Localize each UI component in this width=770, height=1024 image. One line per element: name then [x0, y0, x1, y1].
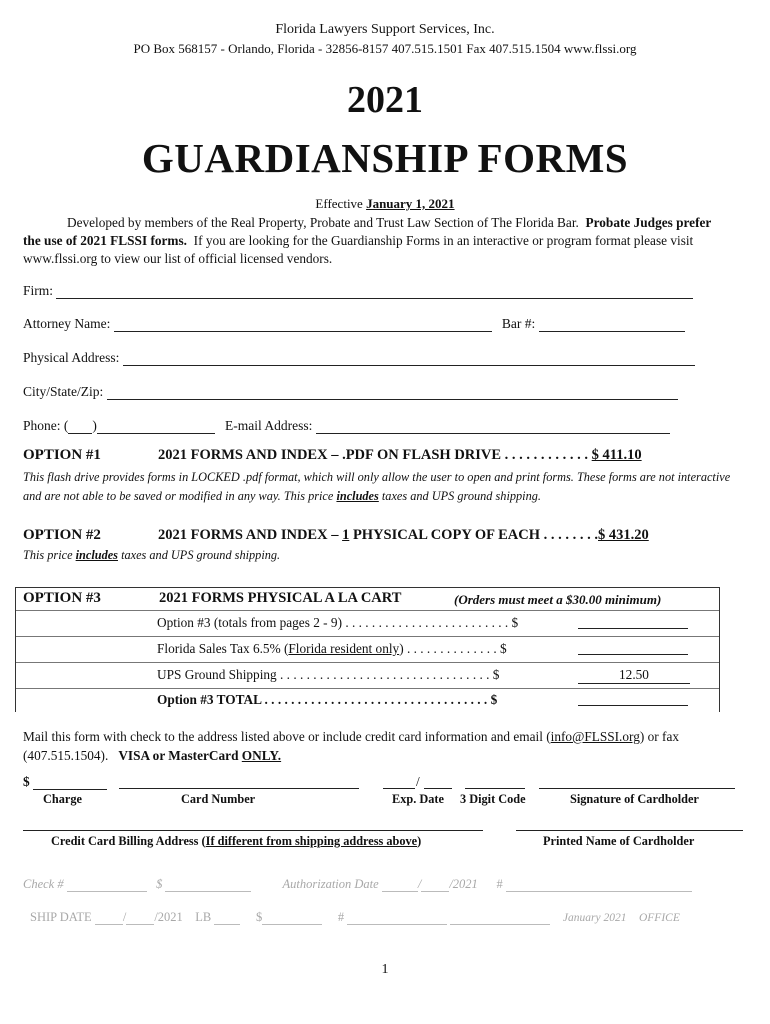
- office-auth-day[interactable]: [421, 879, 449, 892]
- page-number: 1: [381, 962, 389, 977]
- office-check-input[interactable]: [67, 879, 147, 892]
- ship-tracking-input-2[interactable]: [450, 912, 550, 925]
- address-input[interactable]: [123, 353, 695, 366]
- billing-address-input[interactable]: [23, 818, 483, 831]
- cvv-label: 3 Digit Code: [460, 792, 526, 806]
- option1-desc-includes: includes: [336, 489, 379, 503]
- attorney-input[interactable]: [114, 319, 492, 332]
- office-ship-row: SHIP DATE / /2021 LB $ # January 2021 OFFICE: [30, 910, 680, 924]
- office-auth-year: /2021: [449, 877, 478, 891]
- option2-desc-1: This price: [23, 548, 73, 562]
- signature-input[interactable]: [539, 776, 735, 789]
- option1-desc-2: taxes and UPS ground shipping.: [381, 489, 541, 503]
- city-field: [23, 384, 678, 400]
- email-label: E-mail Address:: [225, 418, 313, 433]
- exp-month-input[interactable]: [383, 776, 415, 789]
- option2-desc-2: taxes and UPS ground shipping.: [121, 548, 281, 562]
- mail-email-link[interactable]: info@FLSSI.org: [550, 729, 640, 744]
- office-label: OFFICE: [638, 912, 680, 924]
- option1-label: OPTION #1: [23, 447, 101, 463]
- charge-dollar: $: [23, 774, 30, 789]
- mail-text-1: Mail this form with check to the address listed above or include credit card information and email (: [23, 729, 551, 744]
- phone-input[interactable]: [97, 421, 215, 434]
- ship-dollar: $: [256, 910, 263, 924]
- option1-title: [158, 447, 642, 464]
- lb-input[interactable]: [214, 912, 240, 925]
- city-label: City/State/Zip:: [23, 384, 104, 399]
- bar-label: Bar #:: [501, 316, 536, 331]
- firm-input[interactable]: [56, 286, 693, 299]
- office-january: January 2021: [562, 912, 627, 924]
- printed-name-label: Printed Name of Cardholder: [543, 834, 695, 848]
- ship-year: /2021: [154, 910, 183, 924]
- total-label: Option #3 TOTAL . . . . . . . . . . . . . . . . . . . . . . . . . . . . . . . . . . $: [157, 692, 498, 707]
- option2-desc: [23, 548, 280, 563]
- option2-label: OPTION #2: [23, 527, 101, 543]
- charge-field: [23, 774, 107, 790]
- area-code-input[interactable]: [68, 421, 92, 434]
- mail-cards-only: ONLY.: [241, 748, 282, 763]
- mail-paragraph: [23, 727, 749, 765]
- ship-hash: #: [337, 910, 345, 924]
- option3-note: (Orders must meet a $30.00 minimum): [454, 592, 662, 607]
- cvv-input[interactable]: [465, 776, 525, 789]
- office-auth-label: Authorization Date: [282, 877, 379, 891]
- card-number-label: Card Number: [181, 792, 256, 806]
- option3-row-subtotal: [16, 611, 719, 637]
- option2-price: $ 431.20: [598, 527, 649, 543]
- option2-desc-includes: includes: [75, 548, 118, 562]
- tax-input[interactable]: [578, 642, 688, 655]
- intro-text-1: Developed by members of the Real Property, Probate and Trust Law Section of The Florida Bar.: [67, 215, 579, 230]
- shipping-value: 12.50: [578, 667, 690, 684]
- option2-title-b: PHYSICAL COPY OF EACH . . . . . . . .: [352, 527, 598, 543]
- charge-input[interactable]: [33, 777, 107, 790]
- option3-header-row: [16, 588, 719, 611]
- office-auth-month[interactable]: [382, 879, 418, 892]
- effective-date-value: January 1, 2021: [366, 196, 455, 211]
- ship-date-label: SHIP DATE: [30, 910, 92, 924]
- office-dollar: $: [156, 877, 163, 891]
- firm-field: [23, 283, 693, 299]
- intro-text-2: If you are looking for the Guardianship Forms in an interactive or program format please visit www.flssi.org to view our list of official licensed vendors.: [23, 233, 694, 266]
- option1-price: $ 411.10: [591, 447, 642, 463]
- effective-date: [0, 196, 770, 212]
- subtotal-label: Option #3 (totals from pages 2 - 9) . . . . . . . . . . . . . . . . . . . . . . . . . $: [157, 615, 519, 630]
- option3-row-tax: [16, 637, 719, 663]
- option1-desc: [23, 468, 733, 506]
- option1-title-text: 2021 FORMS AND INDEX – .PDF ON FLASH DRIVE . . . . . . . . . . . .: [158, 447, 589, 463]
- email-input[interactable]: [316, 421, 670, 434]
- printed-name-input[interactable]: [516, 818, 743, 831]
- lb-label: LB: [195, 910, 212, 924]
- shipping-label: UPS Ground Shipping . . . . . . . . . . . . . . . . . . . . . . . . . . . . . . . . $: [157, 667, 500, 682]
- company-name: Florida Lawyers Support Services, Inc.: [275, 22, 495, 37]
- tax-label: Florida Sales Tax 6.5% (Florida resident only) . . . . . . . . . . . . . . $: [157, 641, 507, 656]
- effective-label: Effective: [315, 196, 363, 211]
- option3-box: [15, 587, 720, 712]
- option3-title: 2021 FORMS PHYSICAL A LA CART: [159, 590, 402, 606]
- attorney-label: Attorney Name:: [23, 316, 111, 331]
- ship-amount-input[interactable]: [262, 912, 322, 925]
- ship-month-input[interactable]: [95, 912, 123, 925]
- office-number-input[interactable]: [506, 879, 692, 892]
- phone-field: [23, 418, 670, 434]
- billing-note: If different from shipping address above: [205, 834, 418, 848]
- option3-row-total: [16, 689, 719, 712]
- option2-title: [158, 527, 649, 544]
- exp-slash: /: [416, 774, 420, 789]
- office-check-row: Check # $ Authorization Date / /2021 #: [23, 877, 692, 892]
- option3-label: OPTION #3: [23, 590, 101, 606]
- exp-label: Exp. Date: [392, 792, 444, 806]
- ship-day-input[interactable]: [126, 912, 154, 925]
- signature-label: Signature of Cardholder: [570, 792, 699, 806]
- phone-close: ): [92, 418, 97, 433]
- tax-resident-only: Florida resident only: [288, 641, 400, 656]
- office-check-label: Check #: [23, 877, 64, 891]
- exp-year-input[interactable]: [424, 776, 452, 789]
- option1-desc-1: This flash drive provides forms in LOCKED .pdf format, which will only allow the user to open and print forms. These forms are not interactive and are not able to be saved or modified in any way. This price: [23, 470, 731, 503]
- forms-year: 2021: [347, 79, 423, 121]
- intro-bold: Probate Judges prefer the use of 2021 FLSSI forms.: [23, 215, 712, 248]
- city-input[interactable]: [107, 387, 678, 400]
- intro-paragraph: [23, 214, 728, 268]
- mail-cards: VISA or MasterCard: [118, 748, 239, 763]
- office-hash: #: [496, 877, 503, 891]
- option2-title-qty: 1: [342, 527, 350, 543]
- firm-label: Firm:: [23, 283, 54, 298]
- mail-text-2: ) or fax (407.515.1504).: [23, 729, 680, 763]
- phone-label: Phone: (: [23, 418, 69, 433]
- billing-address-label: Credit Card Billing Address (If different from shipping address above): [51, 834, 422, 848]
- address-label: Physical Address:: [23, 350, 120, 365]
- subtotal-input[interactable]: [578, 616, 688, 629]
- bar-input[interactable]: [539, 319, 685, 332]
- office-amount-input[interactable]: [165, 879, 251, 892]
- attorney-field: [23, 316, 685, 332]
- ship-tracking-input[interactable]: [347, 912, 447, 925]
- option2-title-a: 2021 FORMS AND INDEX –: [158, 527, 339, 543]
- company-contact: PO Box 568157 - Orlando, Florida - 32856-8157 407.515.1501 Fax 407.515.1504 www.flssi.org: [133, 41, 637, 56]
- page-title: GUARDIANSHIP FORMS: [141, 135, 629, 181]
- charge-label: Charge: [43, 792, 82, 806]
- total-input[interactable]: [578, 693, 688, 706]
- option3-row-shipping: [16, 663, 719, 689]
- address-field: [23, 350, 695, 366]
- card-number-input[interactable]: [119, 776, 359, 789]
